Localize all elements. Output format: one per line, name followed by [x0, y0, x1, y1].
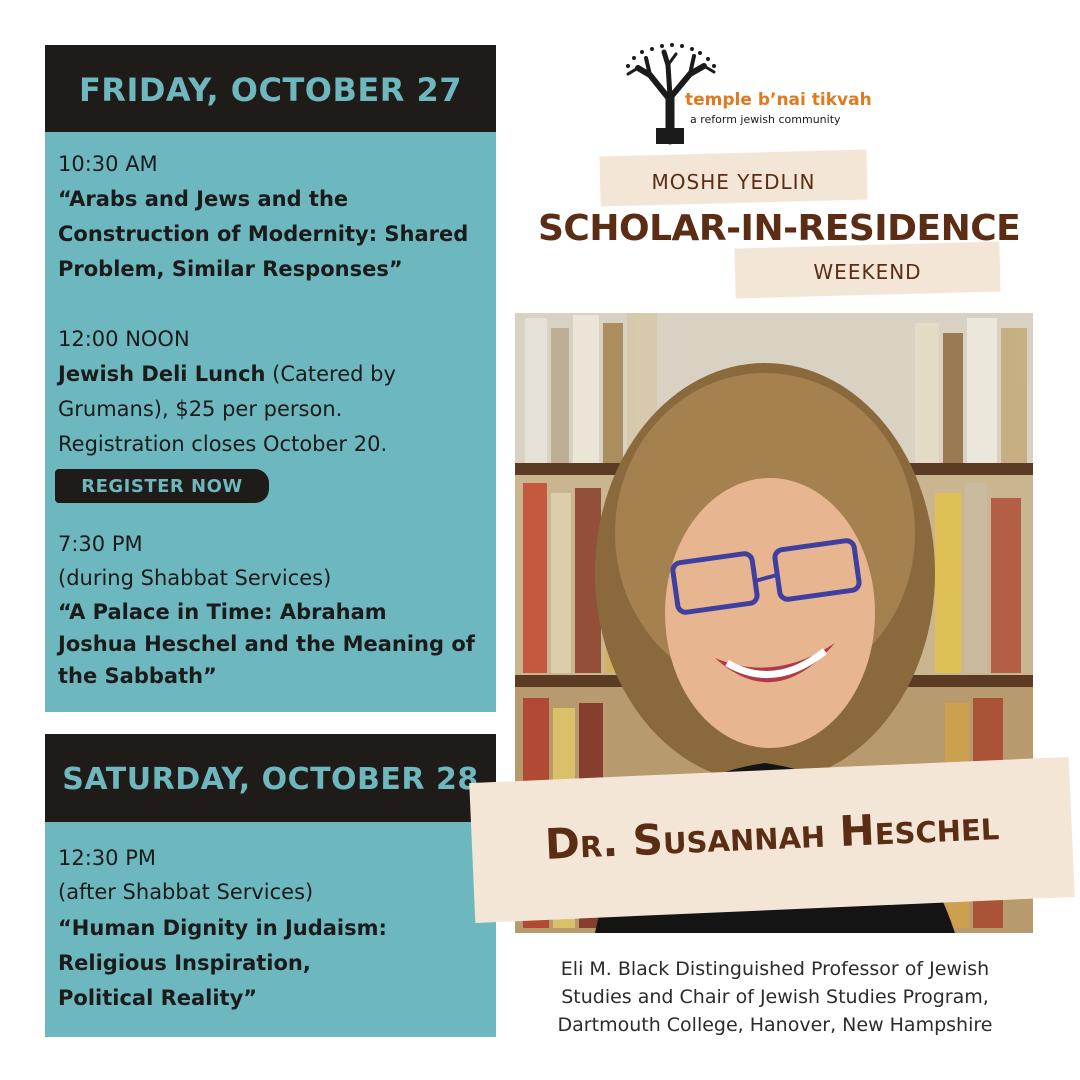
temple-logo — [620, 40, 890, 150]
event-note: (during Shabbat Services) — [58, 566, 332, 590]
event-title — [58, 362, 396, 386]
speaker-title-line2: Studies and Chair of Jewish Studies Program, — [561, 986, 989, 1008]
speaker-title-line3: Dartmouth College, Hanover, New Hampshire — [557, 1014, 993, 1036]
saturday-schedule — [45, 822, 496, 1037]
event-title: “Human Dignity in Judaism: — [58, 916, 387, 940]
event-detail: Registration closes October 20. — [58, 432, 388, 456]
event-time: 12:30 PM — [58, 846, 156, 870]
register-now-button[interactable]: REGISTER NOW — [55, 469, 269, 503]
event-title-bold: Jewish Deli Lunch — [58, 362, 266, 386]
banner-line3: WEEKEND — [813, 260, 922, 284]
saturday-header: SATURDAY, OCTOBER 28 — [45, 734, 496, 822]
logo-tagline: a reform jewish community — [690, 113, 841, 126]
speaker-title-line1: Eli M. Black Distinguished Professor of Jewish — [560, 958, 990, 980]
event-title: the Sabbath” — [58, 664, 217, 688]
event-title: Religious Inspiration, — [58, 951, 311, 975]
friday-schedule — [45, 132, 496, 712]
speaker-name: Dr. Susannah Heschel — [543, 800, 1001, 869]
event-title: Political Reality” — [58, 986, 258, 1010]
event-time: 10:30 AM — [58, 152, 158, 176]
event-title: “A Palace in Time: Abraham — [58, 600, 387, 624]
event-time: 12:00 NOON — [58, 327, 190, 351]
event-title: Construction of Modernity: Shared — [58, 222, 469, 246]
banner-line1: MOSHE YEDLIN — [651, 170, 816, 194]
event-detail: Grumans), $25 per person. — [58, 397, 343, 421]
event-time: 7:30 PM — [58, 532, 143, 556]
event-title-rest: (Catered by — [265, 362, 396, 386]
event-note: (after Shabbat Services) — [58, 880, 314, 904]
event-title: Problem, Similar Responses” — [58, 257, 403, 281]
banner-line2: SCHOLAR-IN-RESIDENCE — [538, 208, 1021, 249]
friday-header: FRIDAY, OCTOBER 27 — [45, 45, 496, 132]
logo-name: temple b’nai tikvah — [685, 90, 872, 110]
event-title: Joshua Heschel and the Meaning of — [58, 632, 475, 656]
event-title: “Arabs and Jews and the — [58, 187, 349, 211]
